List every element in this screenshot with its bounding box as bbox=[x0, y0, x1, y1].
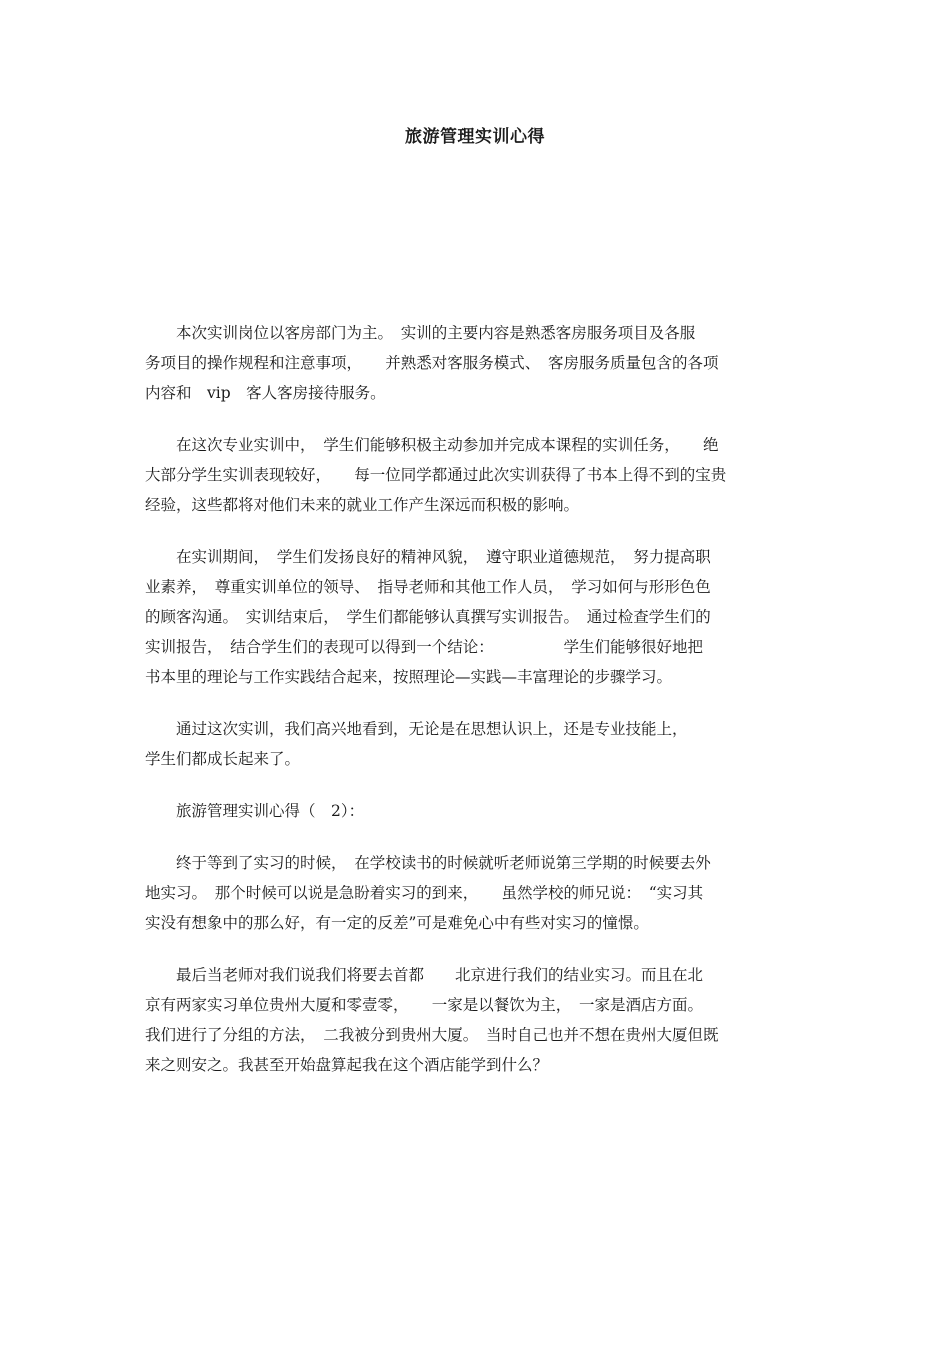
paragraph-2 bbox=[145, 430, 807, 520]
paragraph-1 bbox=[145, 318, 807, 408]
text-line: 学生们都成长起来了。 bbox=[145, 750, 301, 768]
text-line: 经验，这些都将对他们未来的就业工作产生深远而积极的影响。 bbox=[145, 496, 580, 514]
text-line: 书本里的理论与工作实践结合起来，按照理论—实践—丰富理论的步骤学习。 bbox=[145, 668, 673, 686]
text-line: 我们进行了分组的方法， 二我被分到贵州大厦。 当时自己也并不想在贵州大厦但既 bbox=[145, 1026, 719, 1044]
text-line: 最后当老师对我们说我们将要去首都 北京进行我们的结业实习。而且在北 bbox=[145, 966, 704, 984]
text-line: 的顾客沟通。 实训结束后， 学生们都能够认真撰写实训报告。 通过检查学生们的 bbox=[145, 608, 711, 626]
text-line: 内容和 vip 客人客房接待服务。 bbox=[145, 384, 386, 402]
paragraph-4 bbox=[145, 714, 807, 774]
text-line: 京有两家实习单位贵州大厦和零壹零， 一家是以餐饮为主， 一家是酒店方面。 bbox=[145, 996, 704, 1014]
text-line: 本次实训岗位以客房部门为主。 实训的主要内容是熟悉客房服务项目及各服 bbox=[145, 324, 696, 342]
text-line: 务项目的操作规程和注意事项， 并熟悉对客服务模式、 客房服务质量包含的各项 bbox=[145, 354, 719, 372]
text-line: 通过这次实训，我们高兴地看到，无论是在思想认识上，还是专业技能上， bbox=[145, 720, 688, 738]
paragraph-7 bbox=[145, 960, 807, 1080]
text-line: 地实习。 那个时候可以说是急盼着实习的到来， 虽然学校的师兄说： “实习其 bbox=[145, 884, 704, 902]
paragraph-6 bbox=[145, 848, 807, 938]
text-line: 来之则安之。我甚至开始盘算起我在这个酒店能学到什么？ bbox=[145, 1056, 549, 1074]
document-body bbox=[145, 318, 807, 1102]
text-line: 业素养， 尊重实训单位的领导、 指导老师和其他工作人员， 学习如何与形形色色 bbox=[145, 578, 711, 596]
text-line: 大部分学生实训表现较好， 每一位同学都通过此次实训获得了书本上得不到的宝贵 bbox=[145, 466, 727, 484]
text-line: 在实训期间， 学生们发扬良好的精神风貌， 遵守职业道德规范， 努力提高职 bbox=[145, 548, 711, 566]
text-line: 实没有想象中的那么好，有一定的反差”可是难免心中有些对实习的憧憬。 bbox=[145, 914, 649, 932]
section-heading-2 bbox=[145, 796, 807, 826]
text-line: 在这次专业实训中， 学生们能够积极主动参加并完成本课程的实训任务， 绝 bbox=[145, 436, 719, 454]
text-line: 终于等到了实习的时候， 在学校读书的时候就听老师说第三学期的时候要去外 bbox=[145, 854, 711, 872]
paragraph-3 bbox=[145, 542, 807, 692]
text-line: 实训报告， 结合学生们的表现可以得到一个结论： 学生们能够很好地把 bbox=[145, 638, 704, 656]
text-line: 旅游管理实训心得（ 2）： bbox=[145, 802, 365, 820]
document-title: 旅游管理实训心得 bbox=[405, 127, 545, 147]
